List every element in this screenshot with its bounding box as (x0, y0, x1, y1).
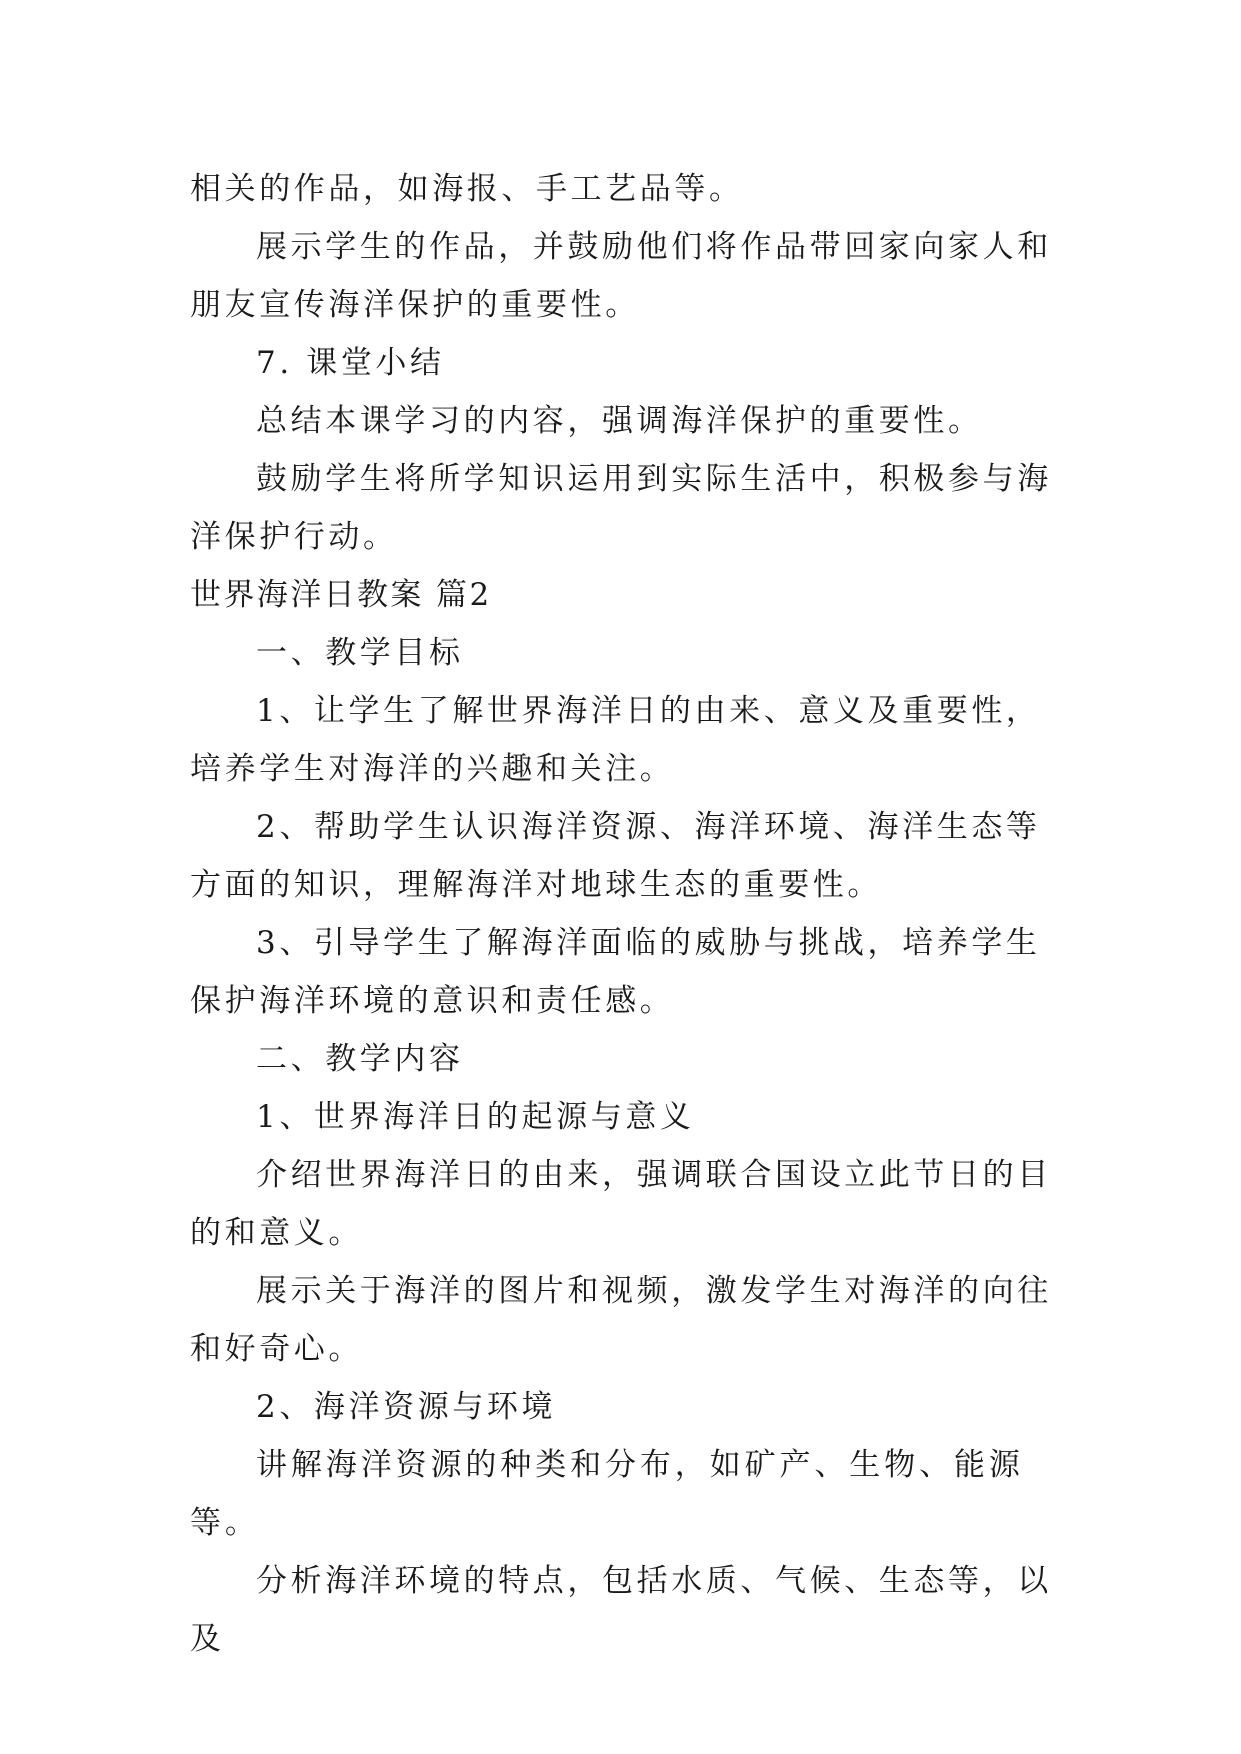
paragraph-content-1-intro: 介绍世界海洋日的由来，强调联合国设立此节日的目的和意义。 (190, 1157, 1052, 1251)
paragraph-content-1-title: 1、世界海洋日的起源与意义 (256, 1099, 695, 1135)
paragraph-heading-goals: 一、教学目标 (256, 635, 464, 671)
paragraph-heading-summary: 7. 课堂小结 (256, 345, 445, 381)
paragraph-content-2-environment: 分析海洋环境的特点，包括水质、气候、生态等，以及 (190, 1563, 1052, 1657)
section-title-part2: 世界海洋日教案 篇2 (190, 577, 492, 613)
paragraph-summary: 总结本课学习的内容，强调海洋保护的重要性。 (256, 403, 983, 439)
paragraph-goal-3: 3、引导学生了解海洋面临的威胁与挑战，培养学生保护海洋环境的意识和责任感。 (190, 925, 1041, 1019)
paragraph-content-2-resources: 讲解海洋资源的种类和分布，如矿产、生物、能源等。 (190, 1447, 1024, 1541)
paragraph-heading-content: 二、教学内容 (256, 1041, 464, 1077)
paragraph-content-2-title: 2、海洋资源与环境 (256, 1389, 557, 1425)
paragraph-encourage: 鼓励学生将所学知识运用到实际生活中，积极参与海洋保护行动。 (190, 461, 1052, 555)
paragraph-continuation-works: 相关的作品，如海报、手工艺品等。 (190, 171, 744, 207)
paragraph-display-works: 展示学生的作品，并鼓励他们将作品带回家向家人和朋友宣传海洋保护的重要性。 (190, 229, 1052, 323)
paragraph-goal-2: 2、帮助学生认识海洋资源、海洋环境、海洋生态等方面的知识，理解海洋对地球生态的重要性。 (190, 809, 1041, 903)
paragraph-goal-1: 1、让学生了解世界海洋日的由来、意义及重要性，培养学生对海洋的兴趣和关注。 (190, 693, 1041, 787)
paragraph-content-1-media: 展示关于海洋的图片和视频，激发学生对海洋的向往和好奇心。 (190, 1273, 1052, 1367)
document-body (190, 160, 1070, 1668)
